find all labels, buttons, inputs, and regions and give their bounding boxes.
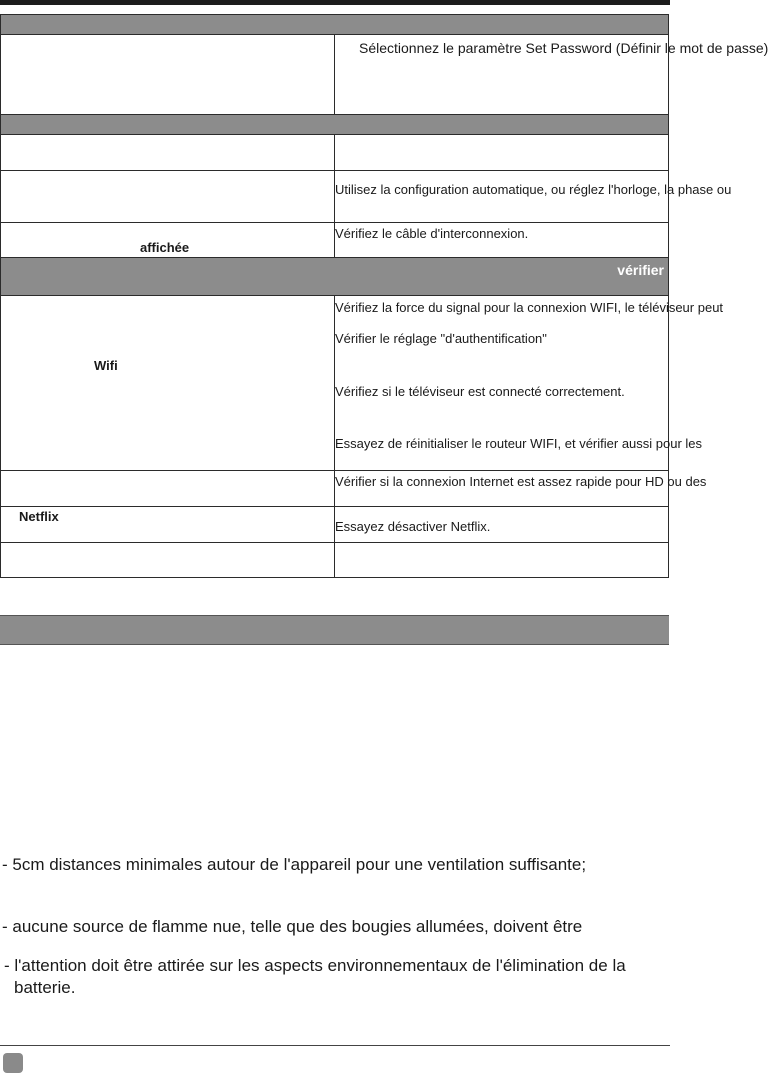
note-ventilation: - 5cm distances minimales autour de l'appareil pour une ventilation suffisante; (2, 855, 587, 874)
table-row (1, 171, 669, 223)
footer-rule (0, 1045, 670, 1046)
problem-cell (1, 135, 335, 171)
table-row (1, 471, 669, 507)
wifi-solution-4: Essayez de réinitialiser le routeur WIFI, et vérifier aussi pour les (335, 436, 703, 451)
solution-cell (335, 223, 669, 258)
top-bar (0, 0, 670, 5)
table-row (1, 135, 669, 171)
section-header-1 (1, 15, 669, 35)
problem-cell (1, 543, 335, 578)
netflix-label: Netflix (19, 509, 59, 524)
section-header-2 (1, 115, 669, 135)
wifi-solution-1: Vérifiez la force du signal pour la connexion WIFI, le téléviseur peut (335, 300, 724, 315)
solution-cell (335, 135, 669, 171)
wifi-label: Wifi (94, 358, 118, 373)
note-flame: - aucune source de flamme nue, telle que des bougies allumées, doivent être (2, 917, 583, 936)
solution-cell (335, 471, 707, 507)
not-displayed-label: affichée (140, 240, 190, 255)
troubleshooting-table (0, 14, 768, 578)
problem-cell (1, 507, 335, 543)
note-battery-line2: batterie. (14, 978, 76, 997)
table-row (1, 507, 669, 543)
section-header-bar (0, 615, 669, 645)
problem-cell (1, 223, 335, 258)
network-header-text: vérifier (617, 262, 664, 278)
page-marker-icon (3, 1053, 23, 1073)
speed-solution: Vérifier si la connexion Internet est assez rapide pour HD ou des (335, 474, 707, 489)
table-row (1, 543, 669, 578)
solution-cell (335, 296, 724, 471)
problem-cell (1, 296, 335, 471)
section-header-3 (1, 258, 669, 296)
auto-config-solution: Utilisez la configuration automatique, ou réglez l'horloge, la phase ou (335, 182, 732, 197)
netflix-solution: Essayez désactiver Netflix. (335, 519, 491, 534)
solution-cell (335, 543, 669, 578)
note-battery-line1: - l'attention doit être attirée sur les aspects environnementaux de l'élimination de la (4, 956, 626, 975)
solution-cell (335, 35, 768, 115)
solution-cell (335, 171, 732, 223)
problem-cell (1, 35, 335, 115)
wifi-solution-2: Vérifier le réglage "d'authentification" (335, 331, 547, 346)
wifi-solution-3: Vérifiez si le téléviseur est connecté correctement. (335, 384, 625, 399)
table-row (1, 296, 669, 471)
password-solution: Sélectionnez le paramètre Set Password (Définir le mot de passe) (359, 40, 768, 56)
problem-cell (1, 471, 335, 507)
table-row (1, 223, 669, 258)
solution-cell (335, 507, 669, 543)
cable-solution: Vérifiez le câble d'interconnexion. (335, 226, 529, 241)
table-row (1, 35, 669, 115)
problem-cell (1, 171, 335, 223)
